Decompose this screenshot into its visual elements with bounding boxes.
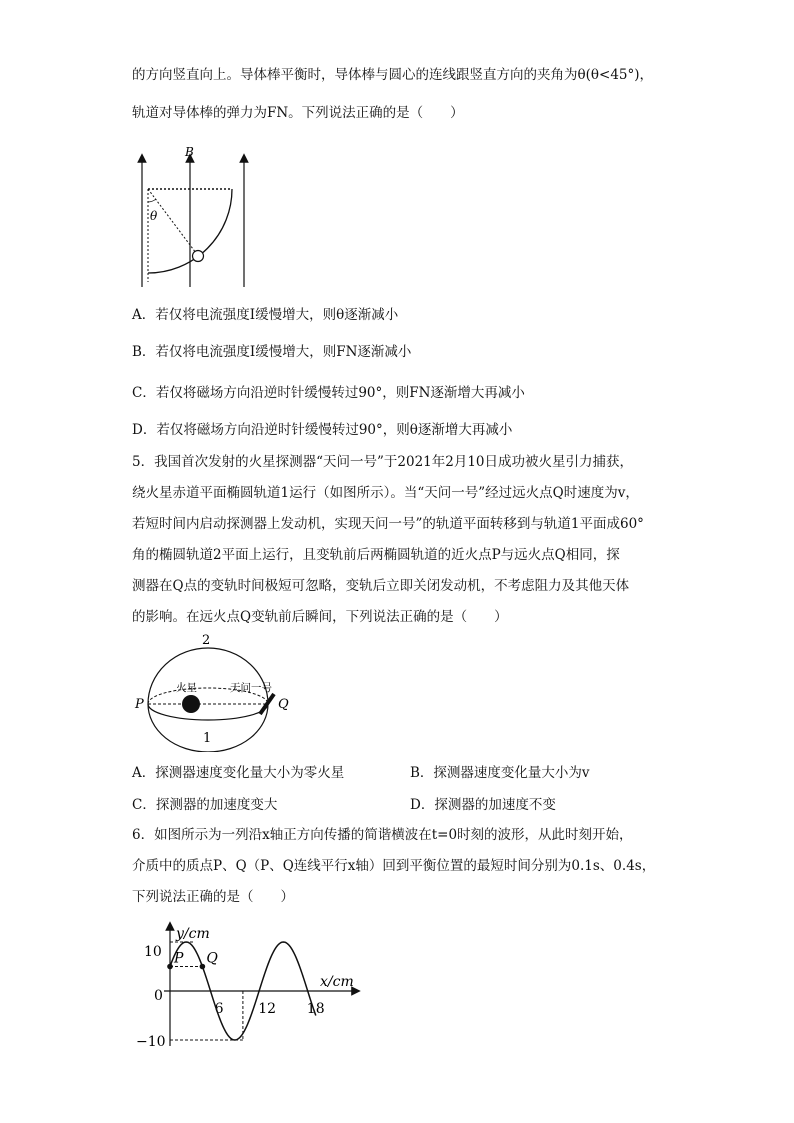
mars-orbit-figure — [130, 628, 300, 752]
track-field-figure — [132, 142, 262, 292]
orbit-1-front — [148, 704, 268, 720]
mars — [182, 695, 200, 713]
y-tick-0: 0 — [154, 988, 163, 1004]
q5-line-1: 5．我国首次发射的火星探测器“天问一号”于2021年2月10日成功被火星引力捕获， — [132, 454, 634, 470]
q5-option-d: D．探测器的加速度不变 — [410, 797, 556, 813]
label-Q: Q — [278, 697, 289, 712]
label-Q-wave: Q — [206, 950, 218, 967]
label-theta: θ — [150, 209, 158, 223]
label-mars: 火星 — [176, 682, 197, 694]
point-P — [167, 964, 173, 970]
point-Q — [200, 964, 206, 970]
x-axis-label: x/cm — [320, 974, 354, 990]
label-P-wave: P — [174, 950, 184, 967]
q5-line-3: 若短时间内启动探测器上发动机，实现天问一号”的轨道平面转移到与轨道1平面成60° — [132, 516, 644, 532]
q5-option-b: B．探测器速度变化量大小为v — [410, 765, 590, 781]
conductor-rod — [193, 251, 204, 262]
x-tick-12: 12 — [258, 1001, 277, 1017]
y-tick-10: 10 — [144, 944, 162, 960]
label-B: B — [185, 145, 194, 159]
q4-option-b: B．若仅将电流强度I缓慢增大，则FN逐渐减小 — [132, 344, 412, 360]
q5-line-6: 的影响。在远火点Q变轨前后瞬间，下列说法正确的是（ ） — [132, 609, 508, 625]
intro-line-1: 的方向竖直向上。导体棒平衡时，导体棒与圆心的连线跟竖直方向的夹角为θ(θ<45°)， — [132, 67, 654, 83]
x-tick-18: 18 — [306, 1001, 325, 1017]
x-tick-6: 6 — [214, 1001, 224, 1017]
q5-option-c: C．探测器的加速度变大 — [132, 797, 278, 813]
label-orbit-1: 1 — [203, 731, 212, 746]
orbit-2-upper — [148, 648, 268, 704]
q6-line-3: 下列说法正确的是（ ） — [132, 889, 294, 905]
label-probe: 天问一号 — [230, 682, 272, 694]
theta-arc — [148, 199, 156, 202]
label-P: P — [135, 697, 144, 712]
q4-option-d: D．若仅将磁场方向沿逆时针缓慢转过90°，则θ逐渐增大再减小 — [132, 422, 513, 438]
q5-line-5: 测器在Q点的变轨时间极短可忽略，变轨后立即关闭发动机，不考虑阻力及其他天体 — [132, 578, 630, 594]
wave-chart — [134, 920, 374, 1052]
q6-line-2: 介质中的质点P、Q（P、Q连线平行x轴）回到平衡位置的最短时间分别为0.1s、0.4s， — [132, 858, 656, 874]
q4-option-a: A．若仅将电流强度I缓慢增大，则θ逐渐减小 — [132, 307, 399, 323]
q5-line-4: 角的椭圆轨道2平面上运行，且变轨前后两椭圆轨道的近火点P与远火点Q相同，探 — [132, 547, 620, 563]
intro-line-2: 轨道对导体棒的弹力为FN。下列说法正确的是（ ） — [132, 105, 464, 121]
q5-option-a: A．探测器速度变化量大小为零火星 — [132, 765, 345, 781]
label-orbit-2: 2 — [202, 633, 211, 648]
y-axis-label: y/cm — [176, 926, 210, 942]
q5-line-2: 绕火星赤道平面椭圆轨道1运行（如图所示）。当“天问一号”经过远火点Q时速度为v， — [132, 485, 639, 501]
q6-line-1: 6．如图所示为一列沿x轴正方向传播的简谐横波在t=0时刻的波形，从此时刻开始， — [132, 827, 633, 843]
y-tick-neg10: −10 — [136, 1034, 166, 1050]
q4-option-c: C．若仅将磁场方向沿逆时针缓慢转过90°，则FN逐渐增大再减小 — [132, 385, 525, 401]
